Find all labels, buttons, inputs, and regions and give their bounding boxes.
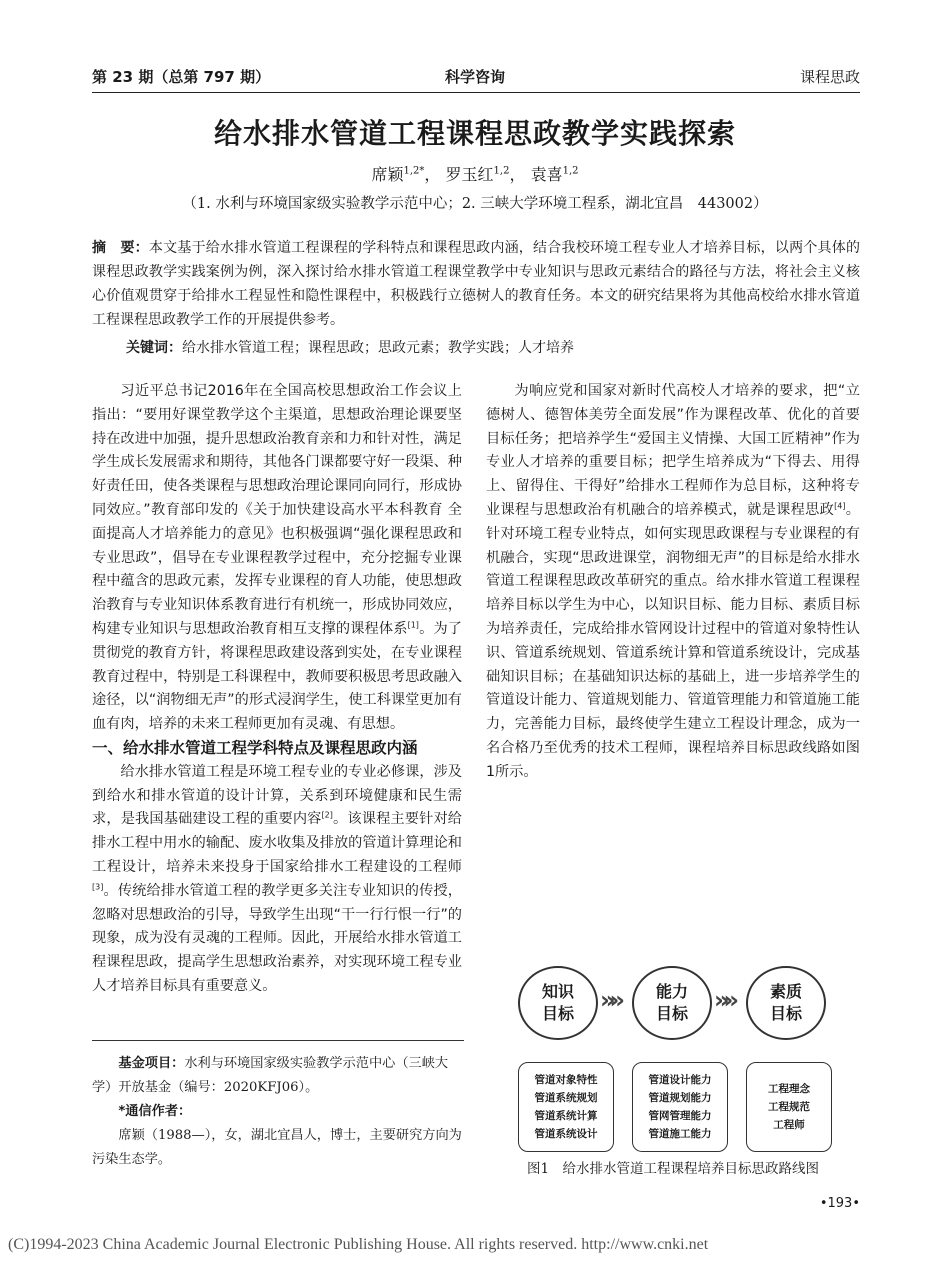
abstract (92, 236, 860, 332)
abstract-text: 本文基于给水排水管道工程课程的学科特点和课程思政内涵，结合我校环境工程专业人才培养目标，以两个具体的课程思政教学实践案例为例，深入探讨给水排水管道工程课堂教学中专业知识与思政元素结合的路径与方法，将社会主义核心价值观贯穿于给排水工程显性和隐性课程中，积极践行立德树人的教育任务。本文的研究结果将为其他高校给水排水管道工程课程思政教学工作的开展提供参考。 (92, 240, 860, 328)
body-text: 习近平总书记2016年在全国高校思想政治工作会议上指出：“要用好课堂教学这个主渠道，思想政治理论课要坚持在改进中加强，提升思想政治教育亲和力和针对性，满足学生成长发展需求和期待，其他各门课都要守好一段渠、种好责任田，使各类课程与思想政治理论课同向同行，形成协同效应。”教育部印发的《关于加快建设高水平本科教育 全面提高人才培养能力的意见》也积极强调“强化课程思政和专业思政”，倡导在专业课程教学过程中，充分挖掘专业课程中蕴含的思政元素，发挥专业课程的育人功能，使思想政治教育与专业知识体系教育进行有机统一，形成协同效应，构建专业知识与思想政治教育相互支撑的课程体系 (92, 383, 462, 637)
body-paragraph (486, 380, 860, 785)
author-sep: ， (424, 165, 441, 184)
section-heading: 一、给水排水管道工程学科特点及课程思政内涵 (92, 738, 418, 757)
corr-note (92, 1100, 464, 1124)
figure-caption: 图1 给水排水管道工程课程培养目标思政路线图 (526, 1161, 820, 1177)
author-affil: 1,2 (493, 165, 510, 177)
ability-box (632, 1062, 728, 1152)
author-name: 席颖 (371, 165, 404, 184)
goal-oval-quality (746, 966, 826, 1040)
box-item: 工程规范 (768, 1101, 810, 1113)
affiliation: （1. 水利与环境国家级实验教学示范中心；2. 三峡大学环境工程系，湖北宜昌 443002） (182, 196, 768, 212)
journal-name: 科学咨询 (444, 68, 505, 86)
fund-note (92, 1052, 464, 1100)
body-text: 为响应党和国家对新时代高校人才培养的要求，把“立德树人、德智体美劳全面发展”作为课程改革、优化的首要目标任务；把培养学生“爱国主义情操、大国工匠精神”作为专业人才培养的重要目标；把学生培养成为“下得去、用得上、留得住、干得好”给排水工程师作为总目标，这种将专业课程与思想政治有机融合的培养模式，就是课程思政 (486, 383, 860, 518)
fund-text: 水利与环境国家级实验教学示范中心（三峡大学）开放基金（编号：2020KFJ06）。 (92, 1056, 449, 1095)
goal-label: 素质 (769, 982, 802, 1001)
copyright-notice: (C)1994-2023 China Academic Journal Electronic Publishing House. All rights reserved. http://www.cnki.net (8, 1236, 709, 1253)
footnote (92, 1052, 464, 1172)
fund-label: 基金项目： (118, 1056, 185, 1071)
goal-label: 知识 (541, 982, 574, 1001)
body-column-left (92, 380, 462, 1030)
footnote-rule (92, 1040, 464, 1041)
box-item: 管网管理能力 (648, 1110, 712, 1122)
goal-label: 能力 (655, 982, 688, 1001)
goal-oval-ability (632, 966, 712, 1040)
paper-title: 给水排水管道工程课程思政教学实践探索 (213, 117, 736, 150)
box-item: 管道系统设计 (534, 1128, 598, 1140)
body-text: 。传统给排水管道工程的教学更多关注专业知识的传授，忽略对思想政治的引导，导致学生出现“干一行行恨一行”的现象，成为没有灵魂的工程师。因此，开展给水排水管道工程课程思政，提高学生思想政治素养，对实现环境工程专业人才培养目标具有重要意义。 (92, 882, 462, 994)
page-number: •193• (819, 1196, 860, 1211)
author-info: 席颖（1988—），女，湖北宜昌人，博士，主要研究方向为污染生态学。 (92, 1128, 462, 1167)
knowledge-box (518, 1062, 614, 1152)
citation: [1] (407, 620, 419, 630)
box-item: 工程理念 (768, 1083, 810, 1095)
issue-info: 第 23 期（总第 797 期） (92, 68, 271, 86)
body-text: 。为了贯彻党的教育方针，将课程思政建设落到实处，在专业课程教育过程中，特别是工科课程中，教师要积极思考思政融入途径，以“润物细无声”的形式浸润学生，使工科课堂更加有血有肉，培养的未来工程师更加有灵魂、有思想。 (92, 620, 462, 733)
quality-box (746, 1062, 832, 1152)
box-item: 管道对象特性 (534, 1074, 598, 1086)
author-sep: ， (509, 165, 526, 184)
body-paragraph (92, 761, 462, 999)
author-affil: 1,2 (562, 165, 579, 177)
citation: [4] (834, 501, 846, 511)
box-item: 管道规划能力 (648, 1092, 712, 1104)
author-name: 罗玉红 (445, 165, 494, 184)
goal-label: 目标 (769, 1004, 802, 1023)
citation: [3] (92, 882, 104, 891)
keywords-label: 关键词： (126, 340, 182, 356)
body-text: 。该课程主要针对给排水工程中用水的输配、废水收集及排放的管道计算理论和工程设计，培养未来投身于国家给排水工程建设的工程师 (92, 811, 462, 875)
keywords (126, 336, 860, 360)
corr-label: *通信作者： (118, 1104, 192, 1119)
chevron-right-icon: »» (714, 986, 734, 1014)
goal-label: 目标 (655, 1004, 688, 1023)
box-item: 管道设计能力 (648, 1074, 712, 1086)
author-name: 袁喜 (530, 165, 563, 184)
author-list (0, 162, 950, 185)
section-name: 课程思政 (799, 68, 860, 86)
box-item: 管道系统规划 (534, 1092, 598, 1104)
body-paragraph (92, 380, 462, 737)
abstract-label: 摘 要： (92, 240, 149, 256)
goal-label: 目标 (541, 1004, 574, 1023)
box-item: 工程师 (773, 1119, 805, 1131)
box-item: 管道系统计算 (534, 1110, 598, 1122)
citation: [2] (321, 810, 333, 820)
body-column-right (486, 380, 860, 960)
body-text: 给水排水管道工程是环境工程专业的专业必修课，涉及到给水和排水管道的设计计算，关系到环境健康和民生需求，是我国基础建设工程的重要内容 (92, 763, 462, 828)
chevron-right-icon: »» (600, 986, 620, 1014)
box-item: 管道施工能力 (648, 1128, 712, 1140)
keywords-text: 给水排水管道工程；课程思政；思政元素；教学实践；人才培养 (182, 340, 574, 356)
goal-oval-knowledge (518, 966, 598, 1040)
author-affil: 1,2* (403, 165, 425, 177)
header-rule (92, 92, 860, 93)
body-text: 。针对环境工程专业特点，如何实现思政课程与专业课程的有机融合，实现“思政进课堂，润物细无声”的目标是给水排水管道工程课程思政改革研究的重点。给水排水管道工程课程培养目标以学生为中心，以知识目标、能力目标、素质目标为培养责任，完成给排水管网设计过程中的管道对象特性认识、管道系统规划、管道系统计算和管道系统设计，完成基础知识目标；在基础知识达标的基础上，进一步培养学生的管道设计能力、管道规划能力、管道管理能力和管道施工能力，完善能力目标，最终使学生建立工程设计理念，成为一名合格乃至优秀的技术工程师，课程培养目标思政线路如图1所示。 (486, 501, 860, 780)
